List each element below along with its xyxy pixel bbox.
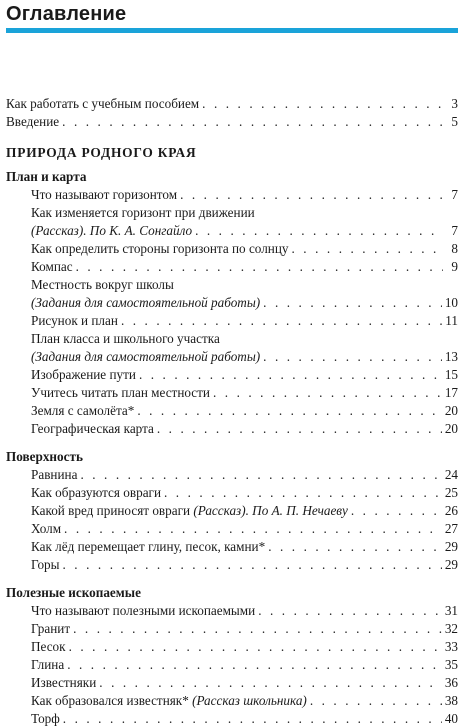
dot-leader xyxy=(263,348,442,366)
toc-page-number: 11 xyxy=(445,313,458,328)
toc-page-number: 38 xyxy=(444,693,458,708)
dot-leader xyxy=(63,710,442,728)
page-header xyxy=(6,0,458,34)
page-title: Оглавление xyxy=(6,3,127,25)
toc-page-number: 9 xyxy=(451,259,458,274)
dot-leader xyxy=(310,692,442,710)
toc-entry[interactable] xyxy=(6,484,458,502)
dot-leader xyxy=(268,538,442,556)
toc-page-number: 24 xyxy=(444,467,458,482)
dot-leader xyxy=(137,402,441,420)
toc-entry-title-tail: (Рассказ). По А. П. Нечаеву xyxy=(193,503,348,518)
toc-entry[interactable] xyxy=(6,466,458,484)
toc-entry[interactable] xyxy=(6,312,458,330)
toc-page-number: 40 xyxy=(444,711,458,726)
toc-page-number: 7 xyxy=(451,187,458,202)
section-title-surface: Поверхность xyxy=(6,449,83,464)
toc-entry[interactable] xyxy=(6,656,458,674)
toc-entry-title: Как образовался известняк* xyxy=(31,693,189,708)
toc-entry-title: Глина xyxy=(31,657,65,672)
toc-entry-title: Торф xyxy=(31,711,60,726)
header-accent-rule xyxy=(6,28,458,33)
section-title-plan-and-map: План и карта xyxy=(6,169,87,184)
dot-leader xyxy=(67,656,442,674)
toc-page-number: 7 xyxy=(451,223,458,238)
toc-page-number: 17 xyxy=(444,385,458,400)
toc-entry-title: Рисунок и план xyxy=(31,313,118,328)
dot-leader xyxy=(76,258,443,276)
toc-entry-title: Что называют горизонтом xyxy=(31,187,178,202)
toc-page-number: 13 xyxy=(444,349,458,364)
toc-entry-title: Равнина xyxy=(31,467,78,482)
dot-leader xyxy=(180,186,443,204)
toc-entry[interactable] xyxy=(6,520,458,538)
toc-entry[interactable] xyxy=(6,366,458,384)
toc-entry[interactable] xyxy=(6,384,458,402)
toc-page-number: 5 xyxy=(451,114,458,129)
toc-page-number: 15 xyxy=(444,367,458,382)
toc-entry-title: Введение xyxy=(6,114,60,129)
dot-leader xyxy=(195,222,443,240)
toc-entry-first-line[interactable]: План класса и школьного участка xyxy=(31,331,220,346)
dot-leader xyxy=(64,520,442,538)
toc-entry[interactable] xyxy=(6,186,458,204)
toc-entry-title: (Задания для самостоятельной работы) xyxy=(31,295,261,310)
toc-entry[interactable] xyxy=(6,638,458,656)
toc-entry-title: Компас xyxy=(31,259,73,274)
toc-entry-introduction[interactable] xyxy=(6,113,458,131)
toc-entry-title: Песок xyxy=(31,639,66,654)
toc-entry-title: Известняки xyxy=(31,675,97,690)
toc-entry-first-line[interactable]: Как изменяется горизонт при движении xyxy=(31,205,255,220)
dot-leader xyxy=(258,602,442,620)
toc-entry-title: Учитесь читать план местности xyxy=(31,385,210,400)
toc-page-number: 36 xyxy=(444,675,458,690)
toc-page-number: 32 xyxy=(444,621,458,636)
dot-leader xyxy=(139,366,442,384)
toc-entry[interactable] xyxy=(6,674,458,692)
toc-entry-first-line[interactable]: Местность вокруг школы xyxy=(31,277,174,292)
toc-entry[interactable] xyxy=(6,294,458,312)
dot-leader xyxy=(202,95,443,113)
dot-leader xyxy=(63,556,442,574)
toc-page-number: 33 xyxy=(444,639,458,654)
toc-entry[interactable] xyxy=(6,538,458,556)
toc-entry-title: (Задания для самостоятельной работы) xyxy=(31,349,261,364)
toc-entry-title: Что называют полезными ископаемыми xyxy=(31,603,256,618)
dot-leader xyxy=(62,113,443,131)
dot-leader xyxy=(99,674,442,692)
toc-entry-title: Как работать с учебным пособием xyxy=(6,96,200,111)
toc-entry-title-tail: (Рассказ школьника) xyxy=(192,693,307,708)
toc-page-number: 26 xyxy=(444,503,458,518)
table-of-contents xyxy=(6,95,458,728)
toc-entry-title: Как образуются овраги xyxy=(31,485,162,500)
toc-entry[interactable] xyxy=(6,348,458,366)
toc-entry-how-to-use[interactable] xyxy=(6,95,458,113)
toc-entry-title: Изображение пути xyxy=(31,367,136,382)
toc-entry-title: Горы xyxy=(31,557,60,572)
toc-entry[interactable] xyxy=(6,692,458,710)
toc-entry-title: (Рассказ). По К. А. Сонгайло xyxy=(31,223,193,238)
part-title: ПРИРОДА РОДНОГО КРАЯ xyxy=(6,145,197,160)
toc-page-number: 20 xyxy=(444,421,458,436)
toc-page-number: 35 xyxy=(444,657,458,672)
toc-entry[interactable] xyxy=(6,502,458,520)
toc-entry-title: Как определить стороны горизонта по солнцу xyxy=(31,241,289,256)
toc-entry[interactable] xyxy=(6,710,458,728)
toc-page-number: 8 xyxy=(451,241,458,256)
toc-page-number: 27 xyxy=(444,521,458,536)
toc-entry-title: Как лёд перемещает глину, песок, камни* xyxy=(31,539,266,554)
toc-entry[interactable] xyxy=(6,420,458,438)
toc-entry-title: Гранит xyxy=(31,621,71,636)
toc-entry-title-wrap xyxy=(31,502,348,520)
dot-leader xyxy=(157,420,442,438)
toc-entry[interactable] xyxy=(6,222,458,240)
toc-entry[interactable] xyxy=(6,240,458,258)
dot-leader xyxy=(121,312,442,330)
toc-page-number: 31 xyxy=(444,603,458,618)
dot-leader xyxy=(80,466,441,484)
toc-entry-title: Географическая карта xyxy=(31,421,154,436)
toc-page-number: 29 xyxy=(444,539,458,554)
section-title-minerals: Полезные ископаемые xyxy=(6,585,141,600)
toc-page-number: 10 xyxy=(444,295,458,310)
toc-entry-title: Земля с самолёта* xyxy=(31,403,135,418)
toc-entry-title: Какой вред приносят овраги xyxy=(31,503,191,518)
toc-entry-title-wrap xyxy=(31,692,307,710)
dot-leader xyxy=(164,484,442,502)
toc-entry[interactable] xyxy=(6,602,458,620)
dot-leader xyxy=(73,620,442,638)
toc-entry[interactable] xyxy=(6,620,458,638)
toc-page-number: 25 xyxy=(444,485,458,500)
dot-leader xyxy=(263,294,442,312)
toc-entry[interactable] xyxy=(6,556,458,574)
toc-page-number: 29 xyxy=(444,557,458,572)
dot-leader xyxy=(69,638,442,656)
dot-leader xyxy=(213,384,442,402)
toc-page-number: 3 xyxy=(451,96,458,111)
toc-page-number: 20 xyxy=(444,403,458,418)
toc-entry[interactable] xyxy=(6,258,458,276)
dot-leader xyxy=(292,240,443,258)
toc-entry[interactable] xyxy=(6,402,458,420)
toc-entry-title: Холм xyxy=(31,521,62,536)
dot-leader xyxy=(351,502,442,520)
